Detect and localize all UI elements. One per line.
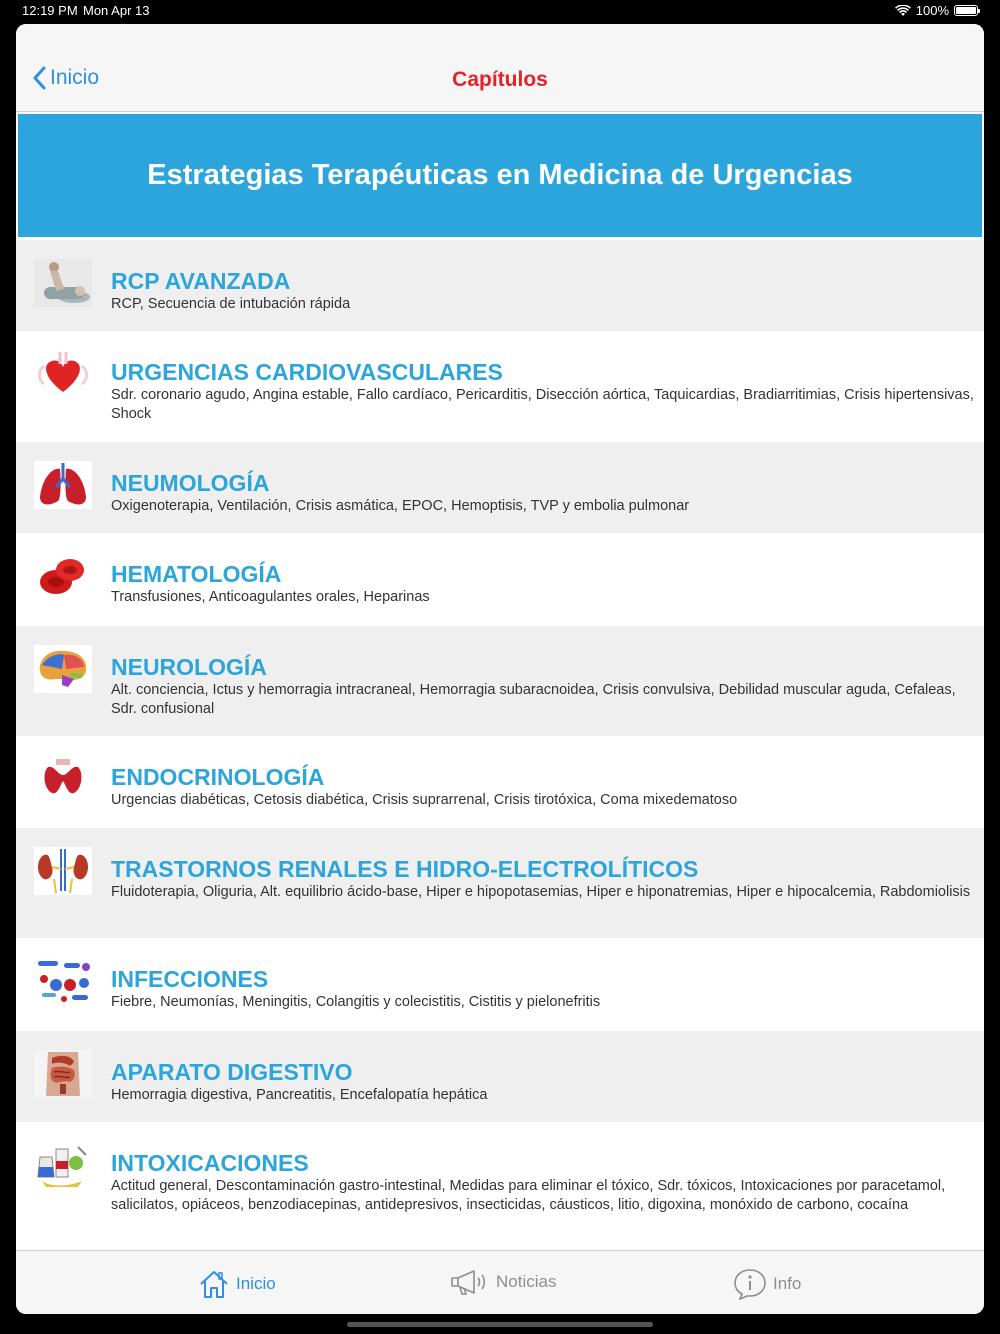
chapter-description: Fluidoterapia, Oliguria, Alt. equilibrio ácido-base, Hiper e hipopotasemias, Hiper e hiponatremias, Hiper e hipocalcemia, Rabdomiolisis [111, 884, 971, 900]
poison-icon [34, 1141, 92, 1189]
tab-noticias-label: Noticias [496, 1272, 557, 1291]
chapter-description: Hemorragia digestiva, Pancreatitis, Encefalopatía hepática [111, 1087, 488, 1103]
tab-bar [16, 1250, 984, 1314]
digestive-icon [34, 1050, 92, 1098]
blood-cell-icon [34, 552, 92, 600]
navigation-bar [16, 24, 984, 112]
chapter-title: TRASTORNOS RENALES E HIDRO-ELECTROLÍTICOS [111, 856, 699, 882]
chapter-description: Fiebre, Neumonías, Meningitis, Colangitis y colecistitis, Cistitis y pielonefritis [111, 994, 601, 1010]
chapter-title: NEUROLOGÍA [111, 654, 267, 680]
kidney-icon [34, 847, 92, 895]
megaphone-icon [450, 1268, 490, 1296]
chapter-row-hematologia[interactable] [16, 533, 984, 626]
chapter-title: ENDOCRINOLOGÍA [111, 764, 325, 790]
tab-info[interactable] [733, 1268, 801, 1300]
chapter-title: NEUMOLOGÍA [111, 470, 270, 496]
chapter-title: APARATO DIGESTIVO [111, 1059, 353, 1085]
tab-inicio-label: Inicio [236, 1274, 276, 1293]
status-right [895, 3, 978, 18]
home-icon [198, 1268, 230, 1300]
chapter-title: URGENCIAS CARDIOVASCULARES [111, 359, 503, 385]
chapter-row-intoxicaciones[interactable] [16, 1122, 984, 1249]
cpr-icon [34, 259, 92, 307]
chapter-row-endocrinologia[interactable] [16, 736, 984, 828]
app-sheet [16, 24, 984, 1314]
chapter-row-neurologia[interactable] [16, 626, 984, 736]
chapter-row-cardiovascular[interactable] [16, 331, 984, 442]
chapter-row-renales[interactable] [16, 828, 984, 938]
chapter-description: Transfusiones, Anticoagulantes orales, Heparinas [111, 589, 430, 605]
status-date: Mon Apr 13 [83, 3, 150, 18]
chapter-description: RCP, Secuencia de intubación rápida [111, 296, 351, 312]
wifi-icon [895, 5, 911, 17]
chapter-description: Sdr. coronario agudo, Angina estable, Fallo cardíaco, Pericarditis, Disección aórtica, Taquicardias, Bradiarritimias, Crisis hipertensivas, Shock [111, 387, 974, 422]
chapter-title: HEMATOLOGÍA [111, 561, 282, 587]
chapter-list [16, 240, 984, 1249]
status-time: 12:19 PM [22, 3, 78, 18]
chapter-row-infecciones[interactable] [16, 938, 984, 1031]
page-title: Capítulos [452, 68, 548, 91]
home-indicator [347, 1322, 653, 1327]
chapter-description: Oxigenoterapia, Ventilación, Crisis asmática, EPOC, Hemoptisis, TVP y embolia pulmonar [111, 498, 690, 514]
status-bar [0, 0, 1000, 22]
battery-percent: 100% [915, 3, 949, 18]
chapter-title: RCP AVANZADA [111, 268, 291, 294]
header-banner: Estrategias Terapéuticas en Medicina de Urgencias [18, 114, 982, 237]
chapter-title: INFECCIONES [111, 966, 269, 992]
thyroid-icon [34, 755, 92, 803]
lungs-icon [34, 461, 92, 509]
battery-icon [954, 5, 978, 16]
chapter-description: Actitud general, Descontaminación gastro-intestinal, Medidas para eliminar el tóxico, Sdr. tóxicos, Intoxicaciones por paracetamol, salicilatos, opiáceos, benzodiacepinas, antidepresivos, insecticidas, cáusticos, litio, digoxina, monóxido de carbono, cocaína [111, 1178, 946, 1213]
chapter-title: INTOXICACIONES [111, 1150, 309, 1176]
bacteria-icon [34, 957, 92, 1005]
tab-inicio[interactable] [198, 1268, 276, 1300]
chapter-row-neumologia[interactable] [16, 442, 984, 533]
chapter-row-digestivo[interactable] [16, 1031, 984, 1122]
tab-info-label: Info [773, 1274, 802, 1293]
brain-icon [34, 645, 92, 693]
chapter-description: Alt. conciencia, Ictus y hemorragia intracraneal, Hemorragia subaracnoidea, Crisis convulsiva, Debilidad muscular aguda, Cefaleas, Sdr. confusional [111, 682, 956, 717]
info-icon [733, 1268, 767, 1300]
chapter-row-rcp[interactable] [16, 240, 984, 331]
chapter-description: Urgencias diabéticas, Cetosis diabética, Crisis suprarrenal, Crisis tirotóxica, Coma mixedematoso [111, 792, 738, 808]
back-button-label: Inicio [50, 66, 100, 89]
heart-icon [34, 350, 92, 398]
tab-noticias[interactable] [450, 1268, 556, 1296]
